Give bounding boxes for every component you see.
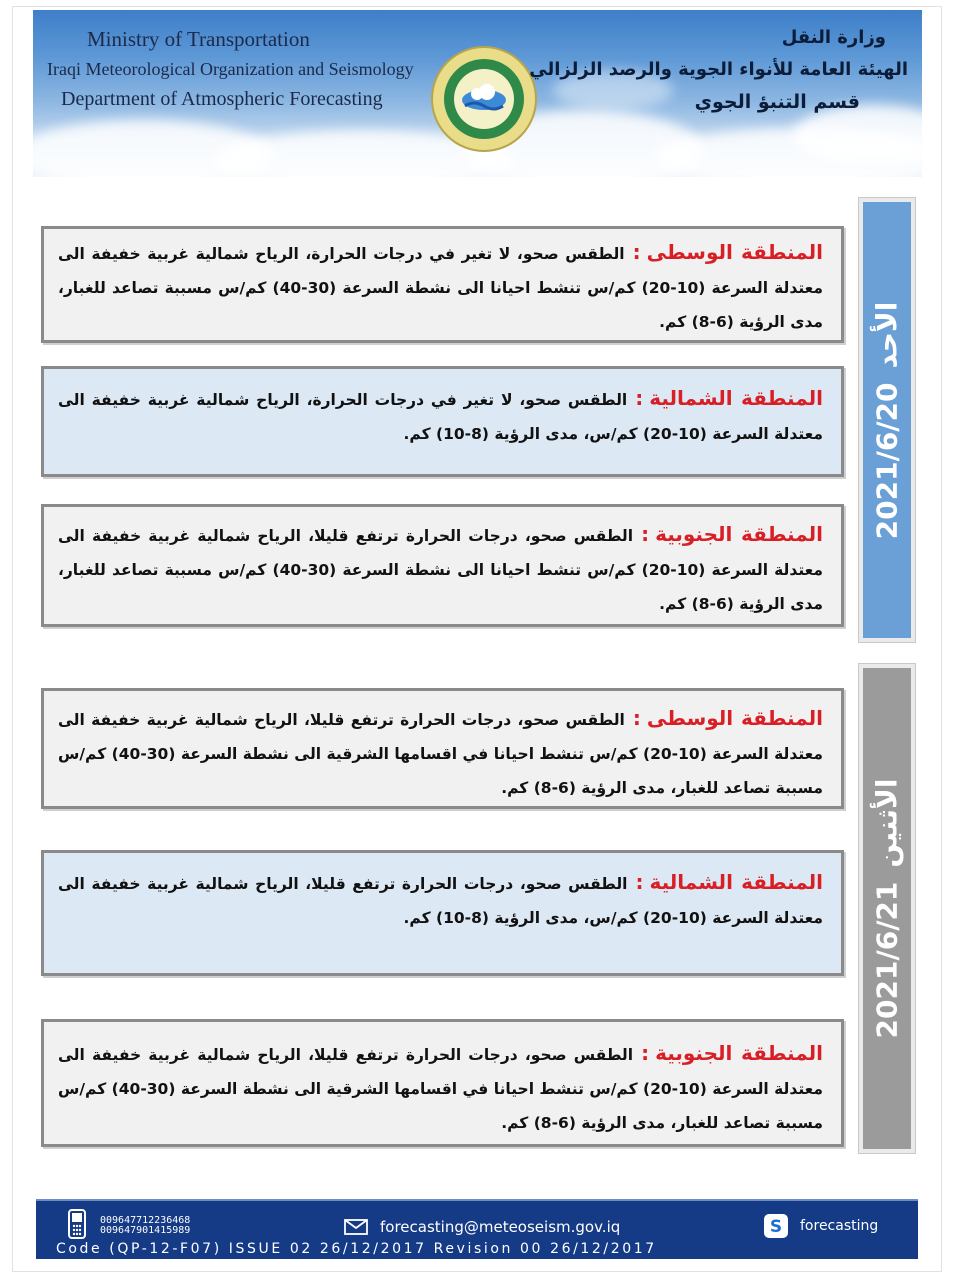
- region-name: المنطقة الجنوبية: [655, 1041, 823, 1065]
- department-ar: قسم التنبؤ الجوي: [694, 91, 860, 113]
- date-bar-day2: [859, 664, 915, 1153]
- region-name: المنطقة الشمالية: [649, 386, 823, 410]
- forecast-box-day2-central: المنطقة الوسطى:الطقس صحو، درجات الحرارة ترتفع قليلا، الرياح شمالية غربية خفيفة الى معتدلة السرعة (10-20) كم/س تنشط احيانا في اقسامها الشرقية الى نشطة السرعة (30-40) كم/س مسببة تصاعد للغبار، مدى الرؤية (6-8) كم.: [41, 688, 844, 809]
- date-bar-day1: [859, 198, 915, 642]
- region-name: المنطقة الجنوبية: [655, 522, 823, 546]
- forecast-text: الطقس صحو، لا تغير في درجات الحرارة، الرياح شمالية غربية خفيفة الى معتدلة السرعة (10-20) كم/س تنشط احيانا الى نشطة السرعة (30-40) كم/س مسببة تصاعد للغبار، مدى الرؤية (6-8) كم.: [58, 245, 824, 331]
- forecast-text: الطقس صحو، لا تغير في درجات الحرارة، الرياح شمالية غربية خفيفة الى معتدلة السرعة (10-20) كم/س، مدى الرؤية (8-10) كم.: [58, 391, 823, 443]
- ministry-en: Ministry of Transportation: [87, 27, 310, 51]
- organization-ar: الهيئة العامة للأنواء الجوية والرصد الزلزالي: [529, 59, 908, 80]
- weekday-day1: الأحد: [870, 301, 904, 368]
- forecast-box-day1-north: المنطقة الشمالية:الطقس صحو، لا تغير في درجات الحرارة، الرياح شمالية غربية خفيفة الى معتدلة السرعة (10-20) كم/س، مدى الرؤية (8-10) كم.: [41, 366, 844, 477]
- forecast-text: الطقس صحو، درجات الحرارة ترتفع قليلا، الرياح شمالية غربية خفيفة الى معتدلة السرعة (10-20) كم/س، مدى الرؤية (8-10) كم.: [58, 875, 823, 927]
- forecast-text: الطقس صحو، درجات الحرارة ترتفع قليلا، الرياح شمالية غربية خفيفة الى معتدلة السرعة (10-20) كم/س تنشط احيانا في اقسامها الشرقية الى نشطة السرعة (30-40) كم/س مسببة تصاعد للغبار، مدى الرؤية (6-8) كم.: [58, 711, 823, 797]
- header-banner: [33, 10, 922, 177]
- svg-text:S: S: [769, 1217, 783, 1237]
- forecast-box-day2-south: المنطقة الجنوبية:الطقس صحو، درجات الحرارة ترتفع قليلا، الرياح شمالية غربية خفيفة الى معتدلة السرعة (10-20) كم/س تنشط احيانا في اقسامها الشرقية الى نشطة السرعة (30-40) كم/س مسببة تصاعد للغبار، مدى الرؤية (6-8) كم.: [41, 1019, 844, 1147]
- footer-bar: [36, 1199, 918, 1259]
- email-link[interactable]: forecasting@meteoseism.gov.iq: [380, 1218, 621, 1236]
- header-arabic: [529, 22, 908, 118]
- organization-logo-icon: [429, 44, 539, 154]
- forecast-text: الطقس صحو، درجات الحرارة ترتفع قليلا، الرياح شمالية غربية خفيفة الى معتدلة السرعة (10-20) كم/س تنشط احيانا في اقسامها الشرقية الى نشطة السرعة (30-40) كم/س مسببة تصاعد للغبار، مدى الرؤية (6-8) كم.: [58, 1046, 823, 1132]
- ministry-ar: وزارة النقل: [781, 27, 886, 48]
- forecast-box-day1-central: المنطقة الوسطى:الطقس صحو، لا تغير في درجات الحرارة، الرياح شمالية غربية خفيفة الى معتدلة السرعة (10-20) كم/س تنشط احيانا الى نشطة السرعة (30-40) كم/س مسببة تصاعد للغبار، مدى الرؤية (6-8) كم.: [41, 226, 844, 343]
- organization-en: Iraqi Meteorological Organization and Seismology: [47, 59, 414, 79]
- phone-icon: [68, 1209, 86, 1239]
- date-day1: 2021/6/20: [870, 381, 904, 539]
- weekday-day2: الأثنين: [870, 778, 904, 868]
- forecast-box-day2-north: المنطقة الشمالية:الطقس صحو، درجات الحرارة ترتفع قليلا، الرياح شمالية غربية خفيفة الى معتدلة السرعة (10-20) كم/س، مدى الرؤية (8-10) كم.: [41, 850, 844, 976]
- skype-handle[interactable]: forecasting: [800, 1218, 879, 1234]
- document-code-line: Code (QP-12-F07) ISSUE 02 26/12/2017 Revision 00 26/12/2017: [56, 1241, 657, 1257]
- date-day2: 2021/6/21: [870, 881, 904, 1039]
- phone-numbers: [100, 1216, 190, 1236]
- mail-icon: [344, 1219, 368, 1235]
- region-name: المنطقة الشمالية: [649, 870, 824, 894]
- skype-icon: [764, 1214, 788, 1238]
- region-name: المنطقة الوسطى: [646, 240, 823, 264]
- department-en: Department of Atmospheric Forecasting: [61, 88, 383, 110]
- phone-number-1: 009647712236468: [100, 1215, 191, 1226]
- phone-number-2: 009647901415989: [100, 1225, 191, 1236]
- header-english: [47, 24, 414, 114]
- region-name: المنطقة الوسطى: [646, 706, 823, 730]
- forecast-box-day1-south: المنطقة الجنوبية:الطقس صحو، درجات الحرارة ترتفع قليلا، الرياح شمالية غربية خفيفة الى معتدلة السرعة (10-20) كم/س تنشط احيانا الى نشطة السرعة (30-40) كم/س مسببة تصاعد للغبار، مدى الرؤية (6-8) كم.: [41, 504, 844, 627]
- forecast-text: الطقس صحو، درجات الحرارة ترتفع قليلا، الرياح شمالية غربية خفيفة الى معتدلة السرعة (10-20) كم/س تنشط احيانا الى نشطة السرعة (30-40) كم/س مسببة تصاعد للغبار، مدى الرؤية (6-8) كم.: [58, 527, 824, 613]
